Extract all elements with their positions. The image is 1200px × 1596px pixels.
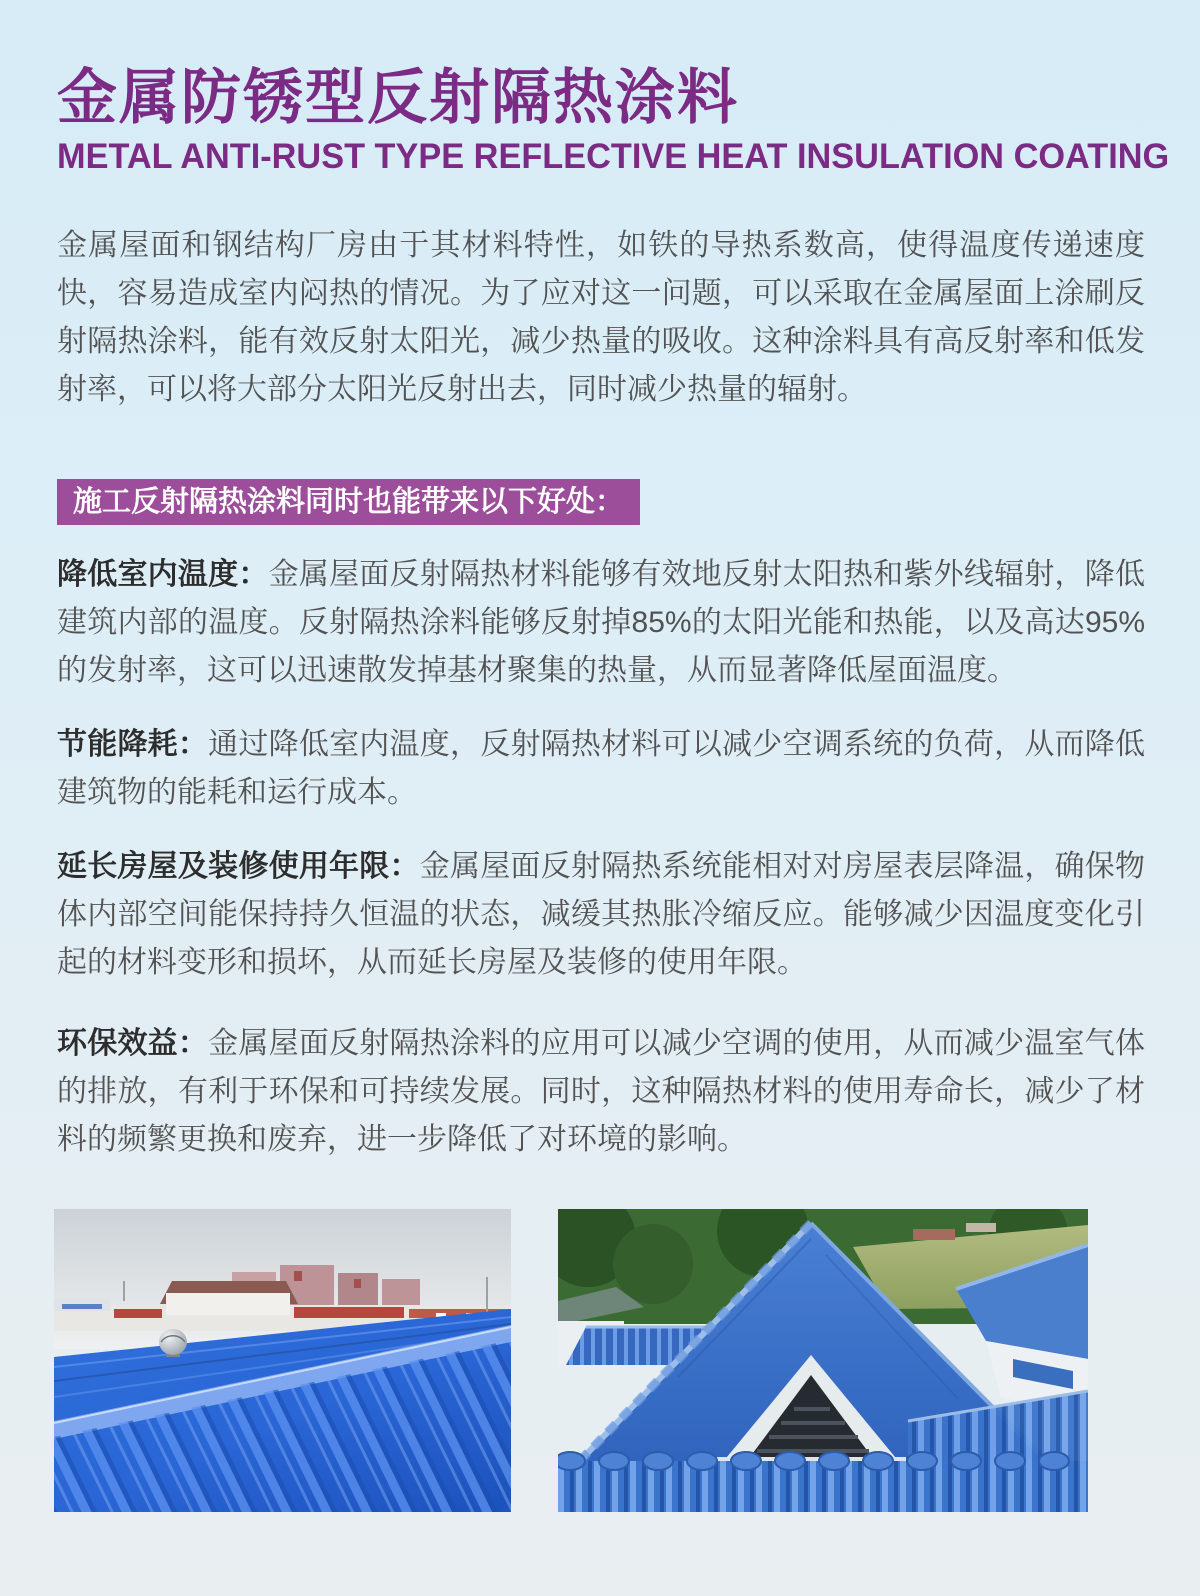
benefit-label: 降低室内温度： [57, 558, 269, 591]
benefit-label: 节能降耗： [57, 728, 209, 761]
benefit-lower-indoor-temperature [57, 551, 1145, 695]
photo-row [54, 1209, 1145, 1512]
benefit-energy-saving [57, 721, 1145, 817]
coated-metal-roof-photo [54, 1209, 511, 1512]
page-title: 金属防锈型反射隔热涂料 [57, 64, 739, 131]
coated-tile-roof-illustration [558, 1209, 1088, 1512]
coated-tile-roof-photo [558, 1209, 1088, 1512]
benefit-text: 金属屋面反射隔热系统能相对对房屋表层降温，确保物体内部空间能保持持久恒温的状态，减缓其热胀冷缩反应。能够减少因温度变化引起的材料变形和损坏，从而延长房屋及装修的使用年限。 [57, 850, 1146, 979]
page-subtitle-en: METAL ANTI-RUST TYPE REFLECTIVE HEAT INSULATION COATING [57, 137, 1170, 176]
benefit-text: 通过降低室内温度，反射隔热材料可以减少空调系统的负荷，从而降低建筑物的能耗和运行成本。 [57, 728, 1146, 809]
benefit-label: 环保效益： [57, 1027, 209, 1060]
benefit-label: 延长房屋及装修使用年限： [57, 850, 420, 883]
coated-metal-roof-illustration [54, 1209, 511, 1512]
foreground-corrugated-roof [558, 1452, 1088, 1512]
benefit-text: 金属屋面反射隔热涂料的应用可以减少空调的使用，从而减少温室气体的排放，有利于环保和可持续发展。同时，这种隔热材料的使用寿命长，减少了材料的频繁更换和废弃，进一步降低了对环境的影响。 [57, 1027, 1146, 1156]
benefits-banner-label: 施工反射隔热涂料同时也能带来以下好处： [73, 486, 625, 518]
intro-paragraph: 金属屋面和钢结构厂房由于其材料特性，如铁的导热系数高，使得温度传递速度快，容易造成室内闷热的情况。为了应对这一问题，可以采取在金属屋面上涂刷反射隔热涂料，能有效反射太阳光，减少热量的吸收。这种涂料具有高反射率和低发射率，可以将大部分太阳光反射出去，同时减少热量的辐射。 [57, 229, 1145, 406]
benefits-banner [57, 479, 640, 525]
benefit-environmental [57, 1020, 1145, 1164]
benefit-extend-service-life [57, 843, 1145, 987]
benefit-text: 金属屋面反射隔热材料能够有效地反射太阳热和紫外线辐射，降低建筑内部的温度。反射隔热涂料能够反射掉85%的太阳光能和热能，以及高达95%的发射率，这可以迅速散发掉基材聚集的热量，从而显著降低屋面温度。 [57, 558, 1146, 687]
